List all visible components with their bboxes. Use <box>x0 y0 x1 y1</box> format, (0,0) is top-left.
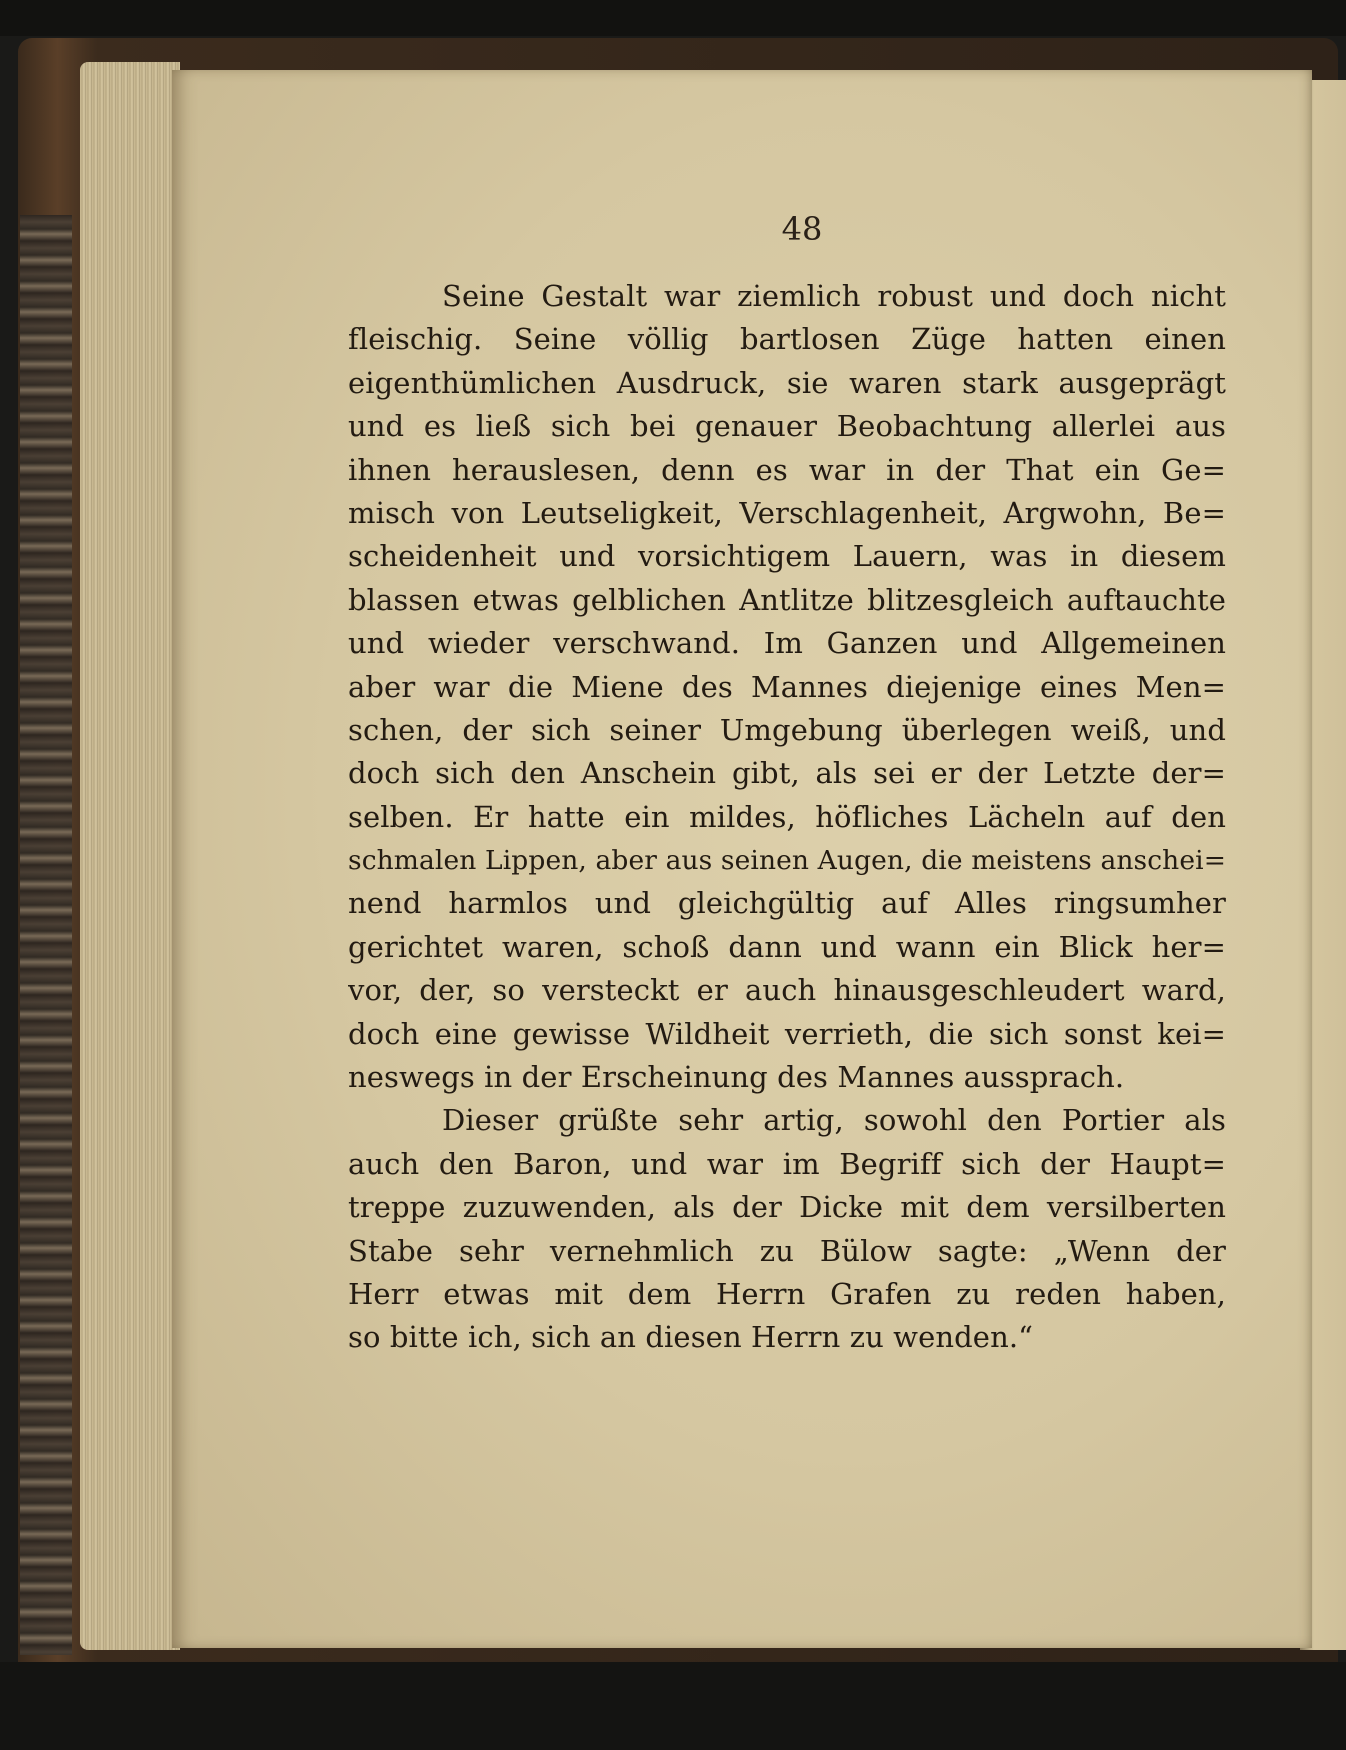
scan-background-top <box>0 0 1346 36</box>
worn-cover-edge <box>20 215 72 1655</box>
text-line: fleischig. Seine völlig bartlosen Züge hatten einen <box>348 322 1226 357</box>
text-line: und wieder verschwand. Im Ganzen und Allgemeinen <box>348 626 1226 661</box>
text-line: Dieser grüßte sehr artig, sowohl den Portier als <box>442 1103 1226 1138</box>
text-line: und es ließ sich bei genauer Beobachtung allerlei aus <box>348 409 1226 444</box>
body-text <box>348 275 1226 1360</box>
text-line: Herr etwas mit dem Herrn Grafen zu reden haben, <box>348 1276 1226 1311</box>
scan-background-bottom <box>0 1662 1346 1750</box>
text-line: Stabe sehr vernehmlich zu Bülow sagte: „Wenn der <box>348 1233 1226 1268</box>
page-number: 48 <box>781 210 823 248</box>
text-line: misch von Leutseligkeit, Verschlagenheit, Argwohn, Be= <box>348 495 1226 530</box>
text-line: selben. Er hatte ein mildes, höfliches Lächeln auf den <box>348 799 1226 834</box>
text-line: so bitte ich, sich an diesen Herrn zu wenden.“ <box>348 1320 1034 1355</box>
text-line: eigenthümlichen Ausdruck, sie waren stark ausgeprägt <box>348 365 1226 400</box>
text-line: scheidenheit und vorsichtigem Lauern, was in diesem <box>348 539 1226 574</box>
text-line: aber war die Miene des Mannes diejenige eines Men= <box>348 669 1226 704</box>
text-line: neswegs in der Erscheinung des Mannes aussprach. <box>348 1060 1125 1095</box>
text-line: doch sich den Anschein gibt, als sei er der Letzte der= <box>348 756 1226 791</box>
text-line: gerichtet waren, schoß dann und wann ein Blick her= <box>348 929 1226 964</box>
text-line: treppe zuzuwenden, als der Dicke mit dem versilberten <box>348 1190 1226 1225</box>
text-line: vor, der, so versteckt er auch hinausgeschleudert ward, <box>348 973 1226 1008</box>
text-line: schen, der sich seiner Umgebung überlegen weiß, und <box>348 712 1226 747</box>
text-line: auch den Baron, und war im Begriff sich der Haupt= <box>348 1146 1226 1181</box>
text-line: ihnen herauslesen, denn es war in der That ein Ge= <box>348 452 1226 487</box>
paragraph <box>348 1099 1226 1359</box>
text-line: schmalen Lippen, aber aus seinen Augen, die meistens anschei= <box>348 845 1226 877</box>
page-edges <box>80 62 180 1650</box>
text-line: Seine Gestalt war ziemlich robust und doch nicht <box>442 279 1226 313</box>
paragraph <box>348 275 1226 1099</box>
book-page <box>172 70 1312 1648</box>
text-line: blassen etwas gelblichen Antlitze blitzesgleich auftauchte <box>348 582 1226 617</box>
text-line: nend harmlos und gleichgültig auf Alles ringsumher <box>348 886 1226 921</box>
text-line: doch eine gewisse Wildheit verrieth, die sich sonst kei= <box>348 1016 1226 1051</box>
